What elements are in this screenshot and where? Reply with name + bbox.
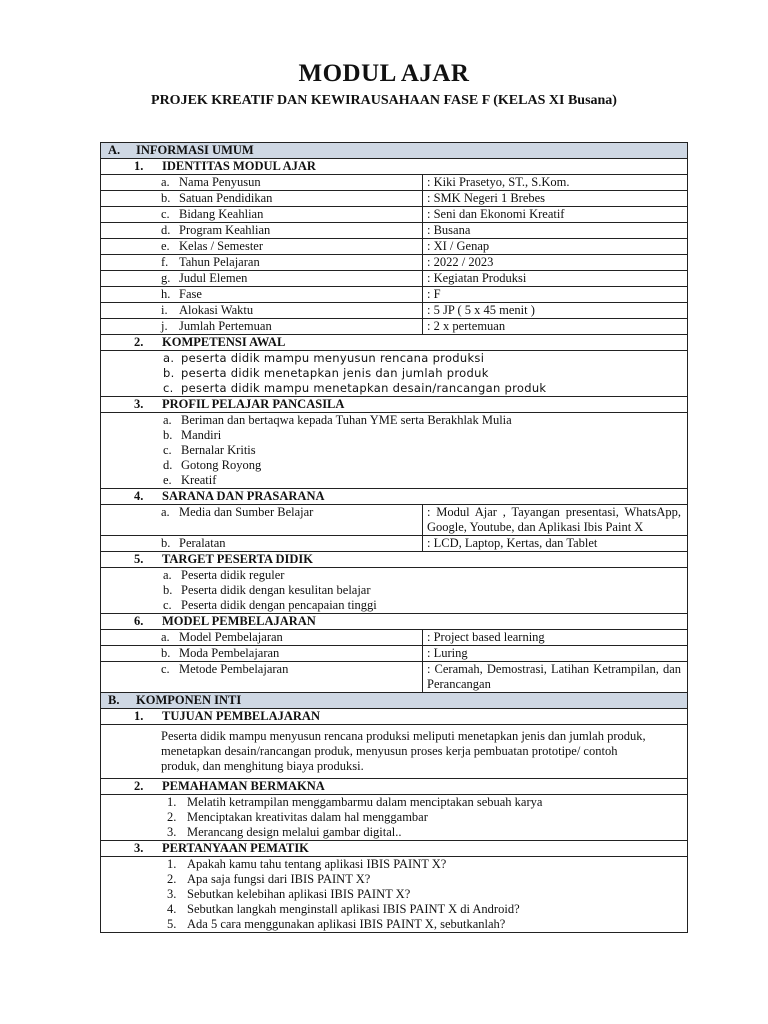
subsection-number: 2.	[134, 779, 144, 793]
row-value: : F	[427, 287, 441, 301]
row-label: Media dan Sumber Belajar	[179, 505, 314, 519]
item-text: Sebutkan langkah menginstall aplikasi IBIS PAINT X di Android?	[187, 902, 520, 916]
subsection-title: SARANA DAN PRASARANA	[162, 489, 325, 503]
subsection-title: KOMPETENSI AWAL	[162, 335, 286, 349]
subsection-number: 3.	[134, 841, 144, 855]
list-item	[167, 810, 687, 825]
row-letter: d.	[161, 223, 171, 237]
table-row	[101, 271, 687, 287]
row-label: Peralatan	[179, 536, 226, 550]
row-value: : SMK Negeri 1 Brebes	[427, 191, 546, 205]
item-text: Kreatif	[181, 473, 217, 487]
table-row	[101, 303, 687, 319]
section-a-header	[101, 143, 687, 159]
item-number: 1.	[167, 857, 177, 871]
item-text: Apakah kamu tahu tentang aplikasi IBIS PAINT X?	[187, 857, 447, 871]
row-value: : 2022 / 2023	[427, 255, 494, 269]
list-item	[163, 413, 687, 428]
row-label: Metode Pembelajaran	[179, 662, 289, 676]
item-text: Merancang design melalui gambar digital..	[187, 825, 402, 839]
item-letter: e.	[163, 473, 172, 487]
item-text: Ada 5 cara menggunakan aplikasi IBIS PAINT X, sebutkanlah?	[187, 917, 506, 931]
table-row	[101, 646, 687, 662]
row-label: Program Keahlian	[179, 223, 271, 237]
item-letter: b.	[163, 366, 175, 380]
table-row	[101, 223, 687, 239]
row-value: : Luring	[427, 646, 468, 660]
subsection-title: IDENTITAS MODUL AJAR	[162, 159, 316, 173]
subsection-title: PROFIL PELAJAR PANCASILA	[162, 397, 345, 411]
row-label: Moda Pembelajaran	[179, 646, 280, 660]
row-letter: a.	[161, 505, 170, 519]
pemahaman-list	[101, 795, 687, 841]
list-item	[163, 458, 687, 473]
subsection-title: PEMAHAMAN BERMAKNA	[162, 779, 325, 793]
row-label: Tahun Pelajaran	[179, 255, 260, 269]
list-item	[163, 443, 687, 458]
subsection-tujuan-header	[101, 709, 687, 725]
list-item	[167, 825, 687, 840]
row-value: : 5 JP ( 5 x 45 menit )	[427, 303, 535, 317]
list-item	[163, 366, 687, 381]
item-letter: c.	[163, 443, 172, 457]
item-text: peserta didik mampu menetapkan desain/rancangan produk	[181, 381, 547, 395]
row-letter: h.	[161, 287, 171, 301]
model-rows	[101, 630, 687, 693]
item-number: 5.	[167, 917, 177, 931]
table-row	[101, 662, 687, 693]
list-item	[167, 902, 687, 917]
row-letter: b.	[161, 646, 171, 660]
item-text: Peserta didik dengan kesulitan belajar	[181, 583, 371, 597]
identitas-rows	[101, 175, 687, 335]
table-row	[101, 255, 687, 271]
row-letter: b.	[161, 191, 171, 205]
item-text: peserta didik menetapkan jenis dan jumlah produk	[181, 366, 489, 380]
section-number: A.	[108, 143, 121, 157]
subsection-pematik-header	[101, 841, 687, 857]
row-letter: c.	[161, 662, 170, 676]
row-letter: a.	[161, 175, 170, 189]
list-item	[163, 381, 687, 396]
sarana-rows	[101, 505, 687, 552]
item-text: Peserta didik reguler	[181, 568, 285, 582]
row-label: Jumlah Pertemuan	[179, 319, 272, 333]
subsection-title: MODEL PEMBELAJARAN	[162, 614, 316, 628]
item-letter: a.	[163, 413, 172, 427]
subsection-kompetensi-header	[101, 335, 687, 351]
row-label: Alokasi Waktu	[179, 303, 254, 317]
item-number: 3.	[167, 887, 177, 901]
subsection-sarana-header	[101, 489, 687, 505]
kompetensi-list	[101, 351, 687, 397]
item-text: Apa saja fungsi dari IBIS PAINT X?	[187, 872, 371, 886]
subsection-title: PERTANYAAN PEMATIK	[162, 841, 309, 855]
table-row	[101, 175, 687, 191]
row-value: : Kiki Prasetyo, ST., S.Kom.	[427, 175, 570, 189]
table-row	[101, 207, 687, 223]
item-text: Melatih ketrampilan menggambarmu dalam menciptakan sebuah karya	[187, 795, 543, 809]
row-label: Fase	[179, 287, 202, 301]
list-item	[163, 583, 687, 598]
table-row	[101, 287, 687, 303]
subsection-title: TUJUAN PEMBELAJARAN	[162, 709, 320, 723]
list-item	[167, 887, 687, 902]
row-letter: i.	[161, 303, 168, 317]
section-b-header	[101, 693, 687, 709]
list-item	[163, 598, 687, 613]
list-item	[167, 917, 687, 932]
item-text: Mandiri	[181, 428, 222, 442]
row-value: : LCD, Laptop, Kertas, dan Tablet	[427, 536, 598, 550]
subsection-number: 6.	[134, 614, 144, 628]
item-text: Beriman dan bertaqwa kepada Tuhan YME serta Berakhlak Mulia	[181, 413, 512, 427]
table-row	[101, 191, 687, 207]
item-text: Peserta didik dengan pencapaian tinggi	[181, 598, 377, 612]
row-letter: b.	[161, 536, 171, 550]
subsection-title: TARGET PESERTA DIDIK	[162, 552, 313, 566]
item-text: Gotong Royong	[181, 458, 262, 472]
table-row	[101, 239, 687, 255]
subsection-number: 2.	[134, 335, 144, 349]
section-title: KOMPONEN INTI	[136, 693, 242, 707]
list-item	[163, 473, 687, 488]
row-letter: c.	[161, 207, 170, 221]
item-text: Sebutkan kelebihan aplikasi IBIS PAINT X?	[187, 887, 411, 901]
list-item	[163, 568, 687, 583]
module-table	[100, 142, 688, 933]
row-label: Satuan Pendidikan	[179, 191, 273, 205]
item-letter: c.	[163, 598, 172, 612]
item-number: 1.	[167, 795, 177, 809]
list-item	[163, 351, 687, 366]
row-value: : Ceramah, Demostrasi, Latihan Ketrampilan, dan Perancangan	[427, 662, 681, 691]
list-item	[167, 872, 687, 887]
profil-list	[101, 413, 687, 489]
row-value: : Busana	[427, 223, 471, 237]
row-letter: j.	[161, 319, 168, 333]
subsection-number: 3.	[134, 397, 144, 411]
subsection-profil-header	[101, 397, 687, 413]
target-list	[101, 568, 687, 614]
item-letter: b.	[163, 428, 173, 442]
row-value: : XI / Genap	[427, 239, 490, 253]
item-letter: a.	[163, 351, 175, 365]
item-text: peserta didik mampu menyusun rencana produksi	[181, 351, 485, 365]
document-subtitle: PROJEK KREATIF DAN KEWIRAUSAHAAN FASE F (KELAS XI Busana)	[151, 93, 617, 108]
item-number: 3.	[167, 825, 177, 839]
row-label: Judul Elemen	[179, 271, 248, 285]
pematik-list	[101, 857, 687, 932]
row-letter: a.	[161, 630, 170, 644]
list-item	[167, 795, 687, 810]
row-label: Bidang Keahlian	[179, 207, 264, 221]
subsection-number: 1.	[134, 709, 144, 723]
section-number: B.	[108, 693, 120, 707]
subsection-number: 1.	[134, 159, 144, 173]
row-label: Nama Penyusun	[179, 175, 261, 189]
subsection-target-header	[101, 552, 687, 568]
subsection-model-header	[101, 614, 687, 630]
row-value: : 2 x pertemuan	[427, 319, 506, 333]
row-value: : Kegiatan Produksi	[427, 271, 527, 285]
item-letter: c.	[163, 381, 174, 395]
document-title: MODUL AJAR	[298, 60, 470, 87]
row-value: : Project based learning	[427, 630, 545, 644]
row-label: Model Pembelajaran	[179, 630, 283, 644]
item-number: 4.	[167, 902, 177, 916]
subsection-number: 5.	[134, 552, 144, 566]
subsection-number: 4.	[134, 489, 144, 503]
row-letter: e.	[161, 239, 170, 253]
item-letter: a.	[163, 568, 172, 582]
row-label: Kelas / Semester	[179, 239, 264, 253]
list-item	[167, 857, 687, 872]
list-item	[163, 428, 687, 443]
tujuan-paragraph: Peserta didik mampu menyusun rencana produksi meliputi menetapkan jenis dan jumlah produk, menetapkan desain/rancangan produk, menyusun proses kerja pembuatan prototipe/ contoh produk, dan menghitung biaya produksi.	[101, 725, 687, 779]
table-row	[101, 319, 687, 335]
item-text: Menciptakan kreativitas dalam hal menggambar	[187, 810, 428, 824]
row-letter: g.	[161, 271, 171, 285]
subsection-pemahaman-header	[101, 779, 687, 795]
item-text: Bernalar Kritis	[181, 443, 256, 457]
item-number: 2.	[167, 810, 177, 824]
section-title: INFORMASI UMUM	[136, 143, 254, 157]
item-letter: d.	[163, 458, 173, 472]
row-value: : Seni dan Ekonomi Kreatif	[427, 207, 565, 221]
table-row	[101, 630, 687, 646]
table-row	[101, 505, 687, 536]
row-value: : Modul Ajar , Tayangan presentasi, WhatsApp, Google, Youtube, dan Aplikasi Ibis Paint X	[427, 505, 681, 534]
item-letter: b.	[163, 583, 173, 597]
row-letter: f.	[161, 255, 169, 269]
subsection-identitas-header	[101, 159, 687, 175]
table-row	[101, 536, 687, 552]
item-number: 2.	[167, 872, 177, 886]
